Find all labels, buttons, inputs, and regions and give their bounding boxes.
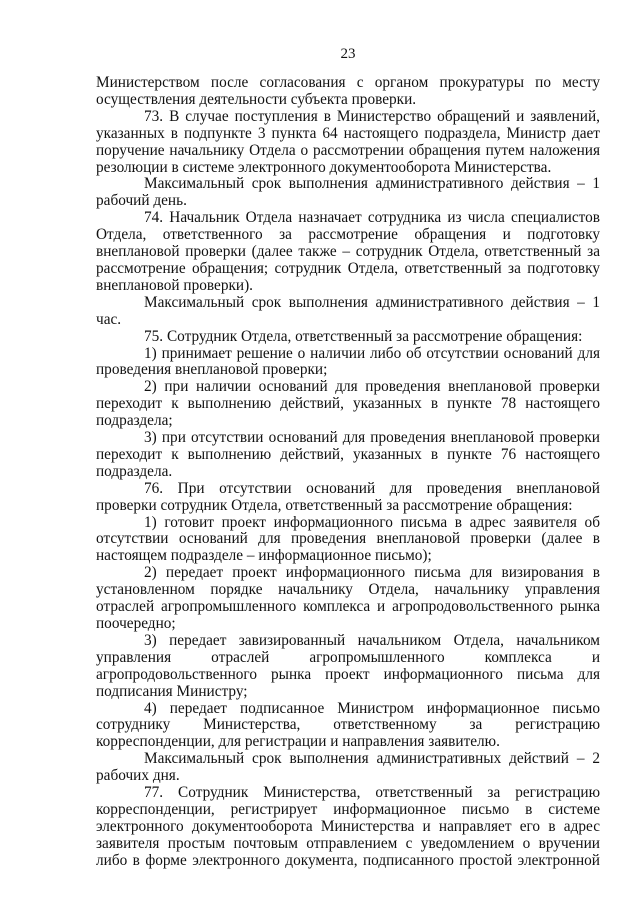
paragraph-77: 77. Сотрудник Министерства, ответственный за регистрацию корреспонденции, регистрирует информационное письмо в системе электронного документооборота Министерства и направляет его в адрес заявителя простым почтовым отправлением с уведомлением о вручении либо в форме электронного документа, подписанного простой электронной xyxy=(96,784,600,869)
paragraph-76-deadline: Максимальный срок выполнения административных действий – 2 рабочих дня. xyxy=(96,750,600,785)
paragraph-76-item-4: 4) передает подписанное Министром информационное письмо сотруднику Министерства, ответственному за регистрацию корреспонденции, для регистрации и направления заявителю. xyxy=(96,699,600,751)
paragraph-74-deadline: Максимальный срок выполнения административного действия – 1 час. xyxy=(96,293,600,328)
paragraph-76-item-3: 3) передает завизированный начальником Отдела, начальником управления отраслей агропромышленного комплекса и агропродовольственного рынка проект информационного письма для подписания Министру; xyxy=(96,631,600,700)
paragraph-75-item-2: 2) при наличии оснований для проведения внеплановой проверки переходит к выполнению действий, указанных в пункте 78 настоящего подраздела; xyxy=(96,378,600,430)
paragraph-75-item-3: 3) при отсутствии оснований для проведения внеплановой проверки переходит к выполнению действий, указанных в пункте 76 настоящего подраздела. xyxy=(96,429,600,480)
paragraph-continuation: Министерством после согласования с органом прокуратуры по месту осуществления деятельности субъекта проверки. xyxy=(96,74,600,108)
paragraph-75-item-1: 1) принимает решение о наличии либо об отсутствии оснований для проведения внеплановой проверки; xyxy=(96,344,600,379)
paragraph-74: 74. Начальник Отдела назначает сотрудника из числа специалистов Отдела, ответственного за рассмотрение обращения и подготовку внеплановой проверки (далее также – сотрудник Отдела, ответственный за рассмотрение обращения; сотрудник Отдела, ответственный за подготовку внеплановой проверки). xyxy=(96,209,600,294)
paragraph-73: 73. В случае поступления в Министерство обращений и заявлений, указанных в подпункте 3 пункта 64 настоящего подраздела, Министр дает поручение начальнику Отдела о рассмотрении обращения путем наложения резолюции в системе электронного документооборота Министерства. xyxy=(96,107,600,176)
paragraph-75: 75. Сотрудник Отдела, ответственный за рассмотрение обращения: xyxy=(144,327,583,345)
paragraph-76-item-2: 2) передает проект информационного письма для визирования в установленном порядке начальнику Отдела, начальнику управления отраслей агропромышленного комплекса и агропродовольственного рынка поочередно; xyxy=(96,564,600,632)
paragraph-76: 76. При отсутствии оснований для проведения внеплановой проверки сотрудник Отдела, ответственный за рассмотрение обращения: xyxy=(96,479,600,514)
page-number: 23 xyxy=(340,46,356,62)
document-body xyxy=(96,75,600,870)
paragraph-76-item-1: 1) готовит проект информационного письма в адрес заявителя об отсутствии оснований для проведения внеплановой проверки (далее в настоящем подразделе – информационное письмо); xyxy=(96,513,600,565)
paragraph-73-deadline: Максимальный срок выполнения административного действия – 1 рабочий день. xyxy=(96,175,600,210)
